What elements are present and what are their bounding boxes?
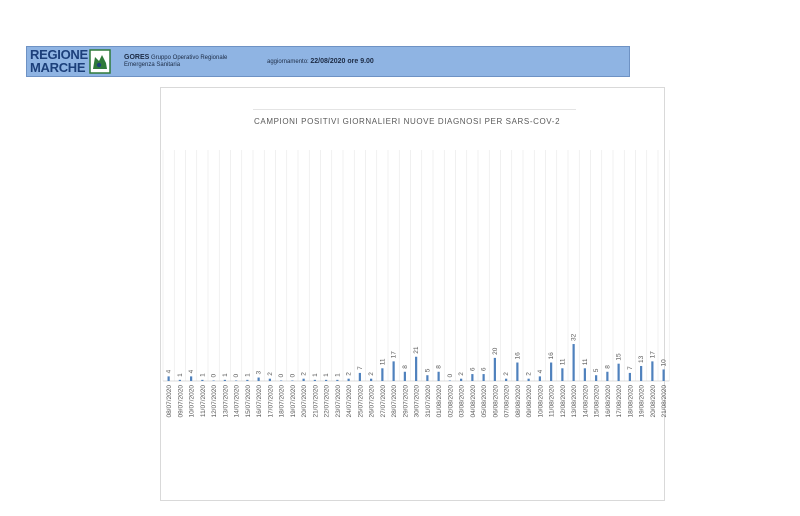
data-label: 7 [356, 366, 364, 370]
x-tick-label: 15/07/2020 [244, 385, 252, 418]
bar [550, 363, 552, 381]
data-label: 1 [221, 373, 229, 377]
bar [213, 381, 215, 382]
bar [201, 380, 203, 381]
x-tick-label: 10/07/2020 [188, 385, 196, 418]
x-tick-label: 23/07/2020 [334, 385, 342, 418]
x-tick-label: 29/07/2020 [402, 385, 410, 418]
data-label: 2 [503, 372, 511, 376]
x-tick-label: 19/08/2020 [638, 385, 646, 418]
x-tick-label: 18/08/2020 [627, 385, 635, 418]
data-label: 4 [188, 369, 196, 374]
x-tick-label: 09/07/2020 [177, 385, 185, 418]
data-label: 2 [345, 372, 353, 376]
org-line-2: Emergenza Sanitaria [124, 62, 181, 68]
data-label: 17 [390, 351, 398, 359]
x-tick-label: 21/07/2020 [312, 385, 320, 418]
data-label: 0 [210, 373, 218, 378]
bar [494, 358, 496, 381]
bar [460, 379, 462, 381]
bar [269, 379, 271, 381]
x-tick-label: 16/07/2020 [256, 385, 264, 418]
bar [516, 363, 518, 381]
update-value: 22/08/2020 ore 9.00 [310, 58, 374, 65]
x-tick-label: 09/08/2020 [526, 385, 534, 418]
data-label: 1 [176, 373, 184, 377]
bar [314, 380, 316, 381]
bar [606, 372, 608, 381]
bar [505, 379, 507, 381]
x-tick-label: 27/07/2020 [379, 385, 387, 418]
bar [381, 368, 383, 381]
data-label: 1 [311, 373, 319, 377]
data-label: 7 [626, 366, 634, 370]
data-label: 21 [413, 346, 421, 354]
org-abbr: GORES [124, 54, 150, 61]
bar [629, 373, 631, 381]
bar [359, 373, 361, 381]
bar [303, 379, 305, 381]
bar [573, 344, 575, 381]
x-tick-label: 15/08/2020 [593, 385, 601, 418]
x-tick-label: 30/07/2020 [413, 385, 421, 418]
data-label: 0 [233, 373, 241, 378]
data-label: 8 [401, 365, 409, 369]
bar [561, 368, 563, 381]
bar [528, 379, 530, 381]
data-label: 17 [649, 351, 657, 359]
data-label: 2 [458, 372, 466, 376]
bar [438, 372, 440, 381]
x-tick-label: 11/08/2020 [548, 385, 556, 418]
x-tick-label: 11/07/2020 [199, 385, 207, 418]
bar [640, 366, 642, 381]
x-tick-label: 06/08/2020 [492, 385, 500, 418]
data-label: 0 [446, 373, 454, 378]
bar [595, 375, 597, 381]
data-label: 20 [491, 347, 499, 355]
x-tick-label: 17/07/2020 [267, 385, 275, 418]
bar [280, 381, 282, 382]
bar [190, 376, 192, 381]
bar [393, 361, 395, 381]
data-label: 5 [593, 368, 601, 373]
data-label: 2 [368, 372, 376, 376]
bar [258, 378, 260, 381]
data-label: 16 [548, 352, 556, 360]
data-label: 3 [255, 370, 263, 375]
x-tick-label: 28/07/2020 [391, 385, 399, 418]
data-label: 10 [660, 359, 668, 367]
x-tick-label: 12/07/2020 [211, 385, 219, 418]
x-tick-label: 02/08/2020 [447, 385, 455, 418]
x-tick-label: 31/07/2020 [424, 385, 432, 418]
data-label: 6 [469, 367, 477, 372]
x-tick-label: 14/07/2020 [233, 385, 241, 418]
x-tick-label: 16/08/2020 [604, 385, 612, 418]
bar [426, 375, 428, 381]
bar [651, 361, 653, 381]
data-label: 1 [199, 373, 207, 377]
x-tick-label: 20/08/2020 [649, 385, 657, 418]
x-tick-label: 24/07/2020 [346, 385, 354, 418]
x-tick-label: 21/08/2020 [661, 385, 669, 418]
bar [348, 379, 350, 381]
data-label: 8 [604, 365, 612, 369]
x-tick-label: 20/07/2020 [301, 385, 309, 418]
data-label: 2 [300, 372, 308, 376]
x-tick-label: 26/07/2020 [368, 385, 376, 418]
data-label: 1 [244, 373, 252, 377]
data-label: 2 [525, 372, 533, 376]
data-label: 1 [323, 373, 331, 377]
x-tick-label: 12/08/2020 [559, 385, 567, 418]
data-label: 0 [278, 373, 286, 378]
data-label: 11 [379, 358, 387, 366]
bar [449, 381, 451, 382]
x-tick-label: 03/08/2020 [458, 385, 466, 418]
bar [483, 374, 485, 381]
logo-line-2: MARCHE [30, 60, 86, 75]
x-tick-label: 14/08/2020 [582, 385, 590, 418]
bar [663, 369, 665, 381]
bar [584, 368, 586, 381]
data-label: 13 [638, 355, 646, 363]
update-label: aggiornamento: [267, 59, 309, 65]
chart-title: CAMPIONI POSITIVI GIORNALIERI NUOVE DIAGNOSI PER SARS-COV-2 [254, 117, 561, 126]
data-label: 5 [424, 368, 432, 373]
bar [325, 380, 327, 381]
bar [246, 380, 248, 381]
bar [471, 374, 473, 381]
bar [539, 376, 541, 381]
data-label: 4 [536, 369, 544, 374]
data-label: 15 [615, 353, 623, 361]
x-tick-label: 19/07/2020 [289, 385, 297, 418]
bar [179, 380, 181, 381]
x-tick-label: 10/08/2020 [537, 385, 545, 418]
bar [168, 376, 170, 381]
bar [370, 379, 372, 381]
data-label: 8 [435, 365, 443, 369]
data-label: 11 [581, 358, 589, 366]
x-tick-label: 22/07/2020 [323, 385, 331, 418]
x-tick-label: 05/08/2020 [481, 385, 489, 418]
bar [618, 364, 620, 381]
data-label: 11 [559, 358, 567, 366]
x-tick-label: 18/07/2020 [278, 385, 286, 418]
data-label: 16 [514, 352, 522, 360]
x-tick-label: 13/08/2020 [571, 385, 579, 418]
bar [291, 381, 293, 382]
logo-line-1: REGIONE [30, 47, 88, 62]
x-tick-label: 04/08/2020 [469, 385, 477, 418]
x-tick-label: 25/07/2020 [357, 385, 365, 418]
x-tick-label: 08/07/2020 [166, 385, 174, 418]
bar [336, 380, 338, 381]
data-label: 6 [480, 367, 488, 372]
data-label: 1 [334, 373, 342, 377]
bar [235, 381, 237, 382]
org-line-1: Gruppo Operativo Regionale [150, 55, 228, 61]
data-label: 2 [266, 372, 274, 376]
data-label: 32 [570, 333, 578, 342]
x-tick-label: 01/08/2020 [436, 385, 444, 418]
bar [404, 372, 406, 381]
bar [415, 357, 417, 381]
data-label: 4 [165, 369, 173, 374]
x-tick-label: 08/08/2020 [514, 385, 522, 418]
x-tick-label: 07/08/2020 [503, 385, 511, 418]
bar [224, 380, 226, 381]
x-tick-label: 13/07/2020 [222, 385, 230, 418]
x-tick-label: 17/08/2020 [616, 385, 624, 418]
data-label: 0 [289, 373, 297, 378]
